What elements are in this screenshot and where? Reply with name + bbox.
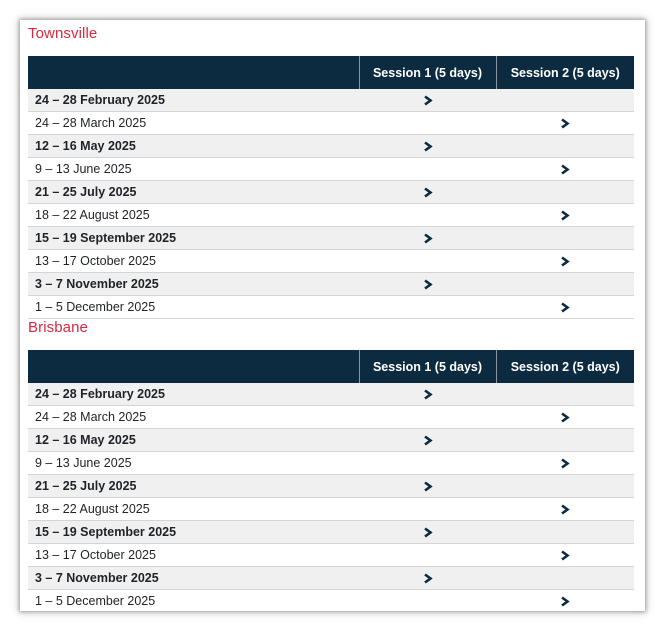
date-cell: 13 – 17 October 2025	[28, 544, 359, 567]
chevron-right-icon[interactable]	[423, 279, 433, 290]
chevron-right-icon[interactable]	[560, 118, 570, 129]
table-row	[28, 521, 634, 544]
table-row	[28, 406, 634, 429]
chevron-right-icon[interactable]	[560, 412, 570, 423]
table-row	[28, 112, 634, 135]
chevron-right-icon[interactable]	[423, 435, 433, 446]
chevron-right-icon[interactable]	[423, 141, 433, 152]
session-1-cell[interactable]	[359, 521, 496, 544]
date-cell: 15 – 19 September 2025	[28, 227, 359, 250]
column-header-session-2: Session 2 (5 days)	[496, 350, 634, 383]
session-2-cell	[496, 383, 634, 406]
table-row	[28, 544, 634, 567]
chevron-right-icon[interactable]	[423, 481, 433, 492]
schedule-card	[20, 20, 645, 611]
column-header-session-2: Session 2 (5 days)	[496, 56, 634, 89]
session-1-cell	[359, 452, 496, 475]
table-row	[28, 89, 634, 112]
table-row	[28, 383, 634, 406]
session-1-cell	[359, 296, 496, 319]
session-2-cell[interactable]	[496, 590, 634, 613]
session-1-cell	[359, 590, 496, 613]
table-row	[28, 296, 634, 319]
session-2-cell[interactable]	[496, 250, 634, 273]
date-cell: 1 – 5 December 2025	[28, 590, 359, 613]
session-2-cell	[496, 521, 634, 544]
session-1-cell[interactable]	[359, 475, 496, 498]
schedule-table	[28, 56, 634, 319]
session-1-cell	[359, 158, 496, 181]
date-cell: 3 – 7 November 2025	[28, 567, 359, 590]
table-row	[28, 429, 634, 452]
session-1-cell	[359, 112, 496, 135]
session-1-cell	[359, 498, 496, 521]
table-row	[28, 158, 634, 181]
session-2-cell[interactable]	[496, 498, 634, 521]
session-2-cell	[496, 429, 634, 452]
chevron-right-icon[interactable]	[423, 389, 433, 400]
column-header-date	[28, 56, 359, 89]
date-cell: 3 – 7 November 2025	[28, 273, 359, 296]
date-cell: 24 – 28 March 2025	[28, 406, 359, 429]
table-row	[28, 273, 634, 296]
chevron-right-icon[interactable]	[560, 256, 570, 267]
date-cell: 9 – 13 June 2025	[28, 452, 359, 475]
table-row	[28, 227, 634, 250]
table-row	[28, 135, 634, 158]
chevron-right-icon[interactable]	[423, 527, 433, 538]
chevron-right-icon[interactable]	[423, 573, 433, 584]
section-townsville	[28, 24, 634, 319]
session-2-cell	[496, 181, 634, 204]
session-2-cell	[496, 475, 634, 498]
date-cell: 18 – 22 August 2025	[28, 204, 359, 227]
chevron-right-icon[interactable]	[560, 210, 570, 221]
chevron-right-icon[interactable]	[560, 302, 570, 313]
date-cell: 24 – 28 February 2025	[28, 383, 359, 406]
session-1-cell[interactable]	[359, 383, 496, 406]
session-1-cell[interactable]	[359, 273, 496, 296]
chevron-right-icon[interactable]	[560, 550, 570, 561]
session-1-cell[interactable]	[359, 567, 496, 590]
date-cell: 21 – 25 July 2025	[28, 475, 359, 498]
chevron-right-icon[interactable]	[560, 164, 570, 175]
table-row	[28, 475, 634, 498]
session-1-cell[interactable]	[359, 227, 496, 250]
session-2-cell	[496, 273, 634, 296]
date-cell: 12 – 16 May 2025	[28, 135, 359, 158]
session-2-cell[interactable]	[496, 296, 634, 319]
session-1-cell[interactable]	[359, 89, 496, 112]
date-cell: 21 – 25 July 2025	[28, 181, 359, 204]
table-row	[28, 498, 634, 521]
session-2-cell[interactable]	[496, 112, 634, 135]
session-2-cell[interactable]	[496, 406, 634, 429]
date-cell: 18 – 22 August 2025	[28, 498, 359, 521]
session-1-cell[interactable]	[359, 135, 496, 158]
session-1-cell	[359, 204, 496, 227]
column-header-session-1: Session 1 (5 days)	[359, 56, 496, 89]
table-header-row	[28, 350, 634, 383]
date-cell: 15 – 19 September 2025	[28, 521, 359, 544]
date-cell: 13 – 17 October 2025	[28, 250, 359, 273]
section-title: Townsville	[28, 25, 98, 42]
chevron-right-icon[interactable]	[423, 187, 433, 198]
date-cell: 9 – 13 June 2025	[28, 158, 359, 181]
date-cell: 12 – 16 May 2025	[28, 429, 359, 452]
date-cell: 1 – 5 December 2025	[28, 296, 359, 319]
table-row	[28, 590, 634, 613]
column-header-session-1: Session 1 (5 days)	[359, 350, 496, 383]
session-2-cell	[496, 89, 634, 112]
date-cell: 24 – 28 February 2025	[28, 89, 359, 112]
table-row	[28, 452, 634, 475]
session-2-cell[interactable]	[496, 158, 634, 181]
chevron-right-icon[interactable]	[560, 458, 570, 469]
session-1-cell[interactable]	[359, 429, 496, 452]
session-2-cell	[496, 227, 634, 250]
session-1-cell	[359, 250, 496, 273]
table-row	[28, 204, 634, 227]
table-header-row	[28, 56, 634, 89]
session-2-cell[interactable]	[496, 204, 634, 227]
session-1-cell[interactable]	[359, 181, 496, 204]
table-row	[28, 567, 634, 590]
schedule-table	[28, 350, 634, 613]
chevron-right-icon[interactable]	[560, 504, 570, 515]
session-1-cell	[359, 544, 496, 567]
date-cell: 24 – 28 March 2025	[28, 112, 359, 135]
session-2-cell[interactable]	[496, 452, 634, 475]
column-header-date	[28, 350, 359, 383]
session-1-cell	[359, 406, 496, 429]
chevron-right-icon[interactable]	[560, 596, 570, 607]
table-row	[28, 181, 634, 204]
section-title: Brisbane	[28, 319, 89, 336]
chevron-right-icon[interactable]	[423, 95, 433, 106]
chevron-right-icon[interactable]	[423, 233, 433, 244]
session-2-cell	[496, 567, 634, 590]
session-2-cell[interactable]	[496, 544, 634, 567]
session-2-cell	[496, 135, 634, 158]
table-row	[28, 250, 634, 273]
section-brisbane	[28, 318, 634, 613]
